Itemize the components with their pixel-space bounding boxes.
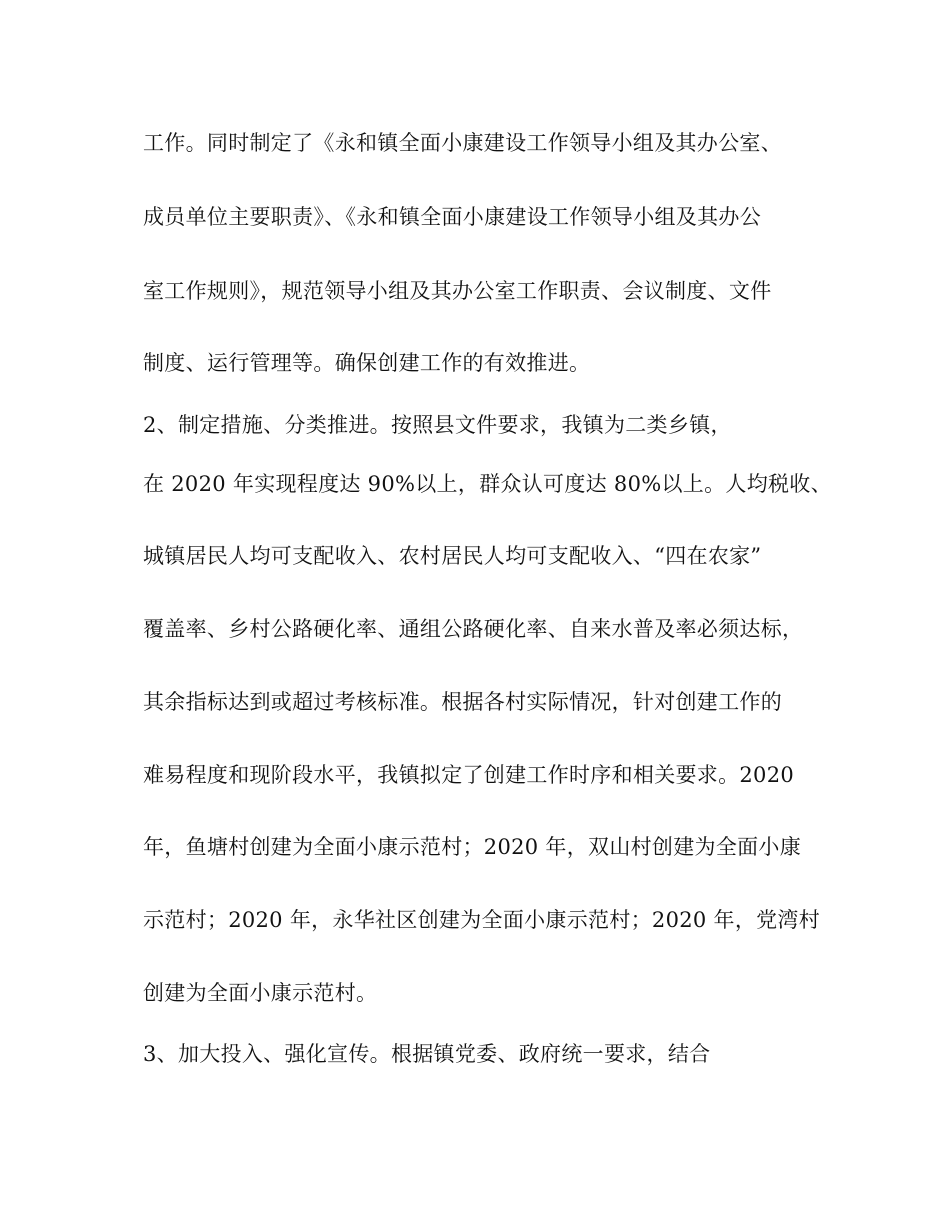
text-line: 在 2020 年实现程度达 90%以上，群众认可度达 80%以上。人均税收、 <box>143 472 832 496</box>
text-line: 难易程度和现阶段水平，我镇拟定了创建工作时序和相关要求。2020 <box>143 763 795 787</box>
text-line: 室工作规则》，规范领导小组及其办公室工作职责、会议制度、文件 <box>143 279 772 303</box>
text-line: 覆盖率、乡村公路硬化率、通组公路硬化率、自来水普及率必须达标， <box>143 617 804 641</box>
text-line: 制度、运行管理等。确保创建工作的有效推进。 <box>143 351 591 375</box>
text-line: 其余指标达到或超过考核标准。根据各村实际情况，针对创建工作的 <box>143 690 782 714</box>
text-line: 示范村；2020 年，永华社区创建为全面小康示范村；2020 年，党湾村 <box>143 908 821 932</box>
text-line: 2、制定措施、分类推进。按照县文件要求，我镇为二类乡镇， <box>143 413 732 437</box>
text-line: 创建为全面小康示范村。 <box>143 981 378 1005</box>
text-line: 年，鱼塘村创建为全面小康示范村；2020 年，双山村创建为全面小康 <box>143 835 802 859</box>
text-line: 成员单位主要职责》、《永和镇全面小康建设工作领导小组及其办公 <box>143 205 761 229</box>
text-line: 城镇居民人均可支配收入、农村居民人均可支配收入、“四在农家” <box>143 544 762 568</box>
text-line: 3、加大投入、强化宣传。根据镇党委、政府统一要求，结合 <box>143 1042 711 1066</box>
text-line: 工作。同时制定了《永和镇全面小康建设工作领导小组及其办公室、 <box>143 131 782 155</box>
